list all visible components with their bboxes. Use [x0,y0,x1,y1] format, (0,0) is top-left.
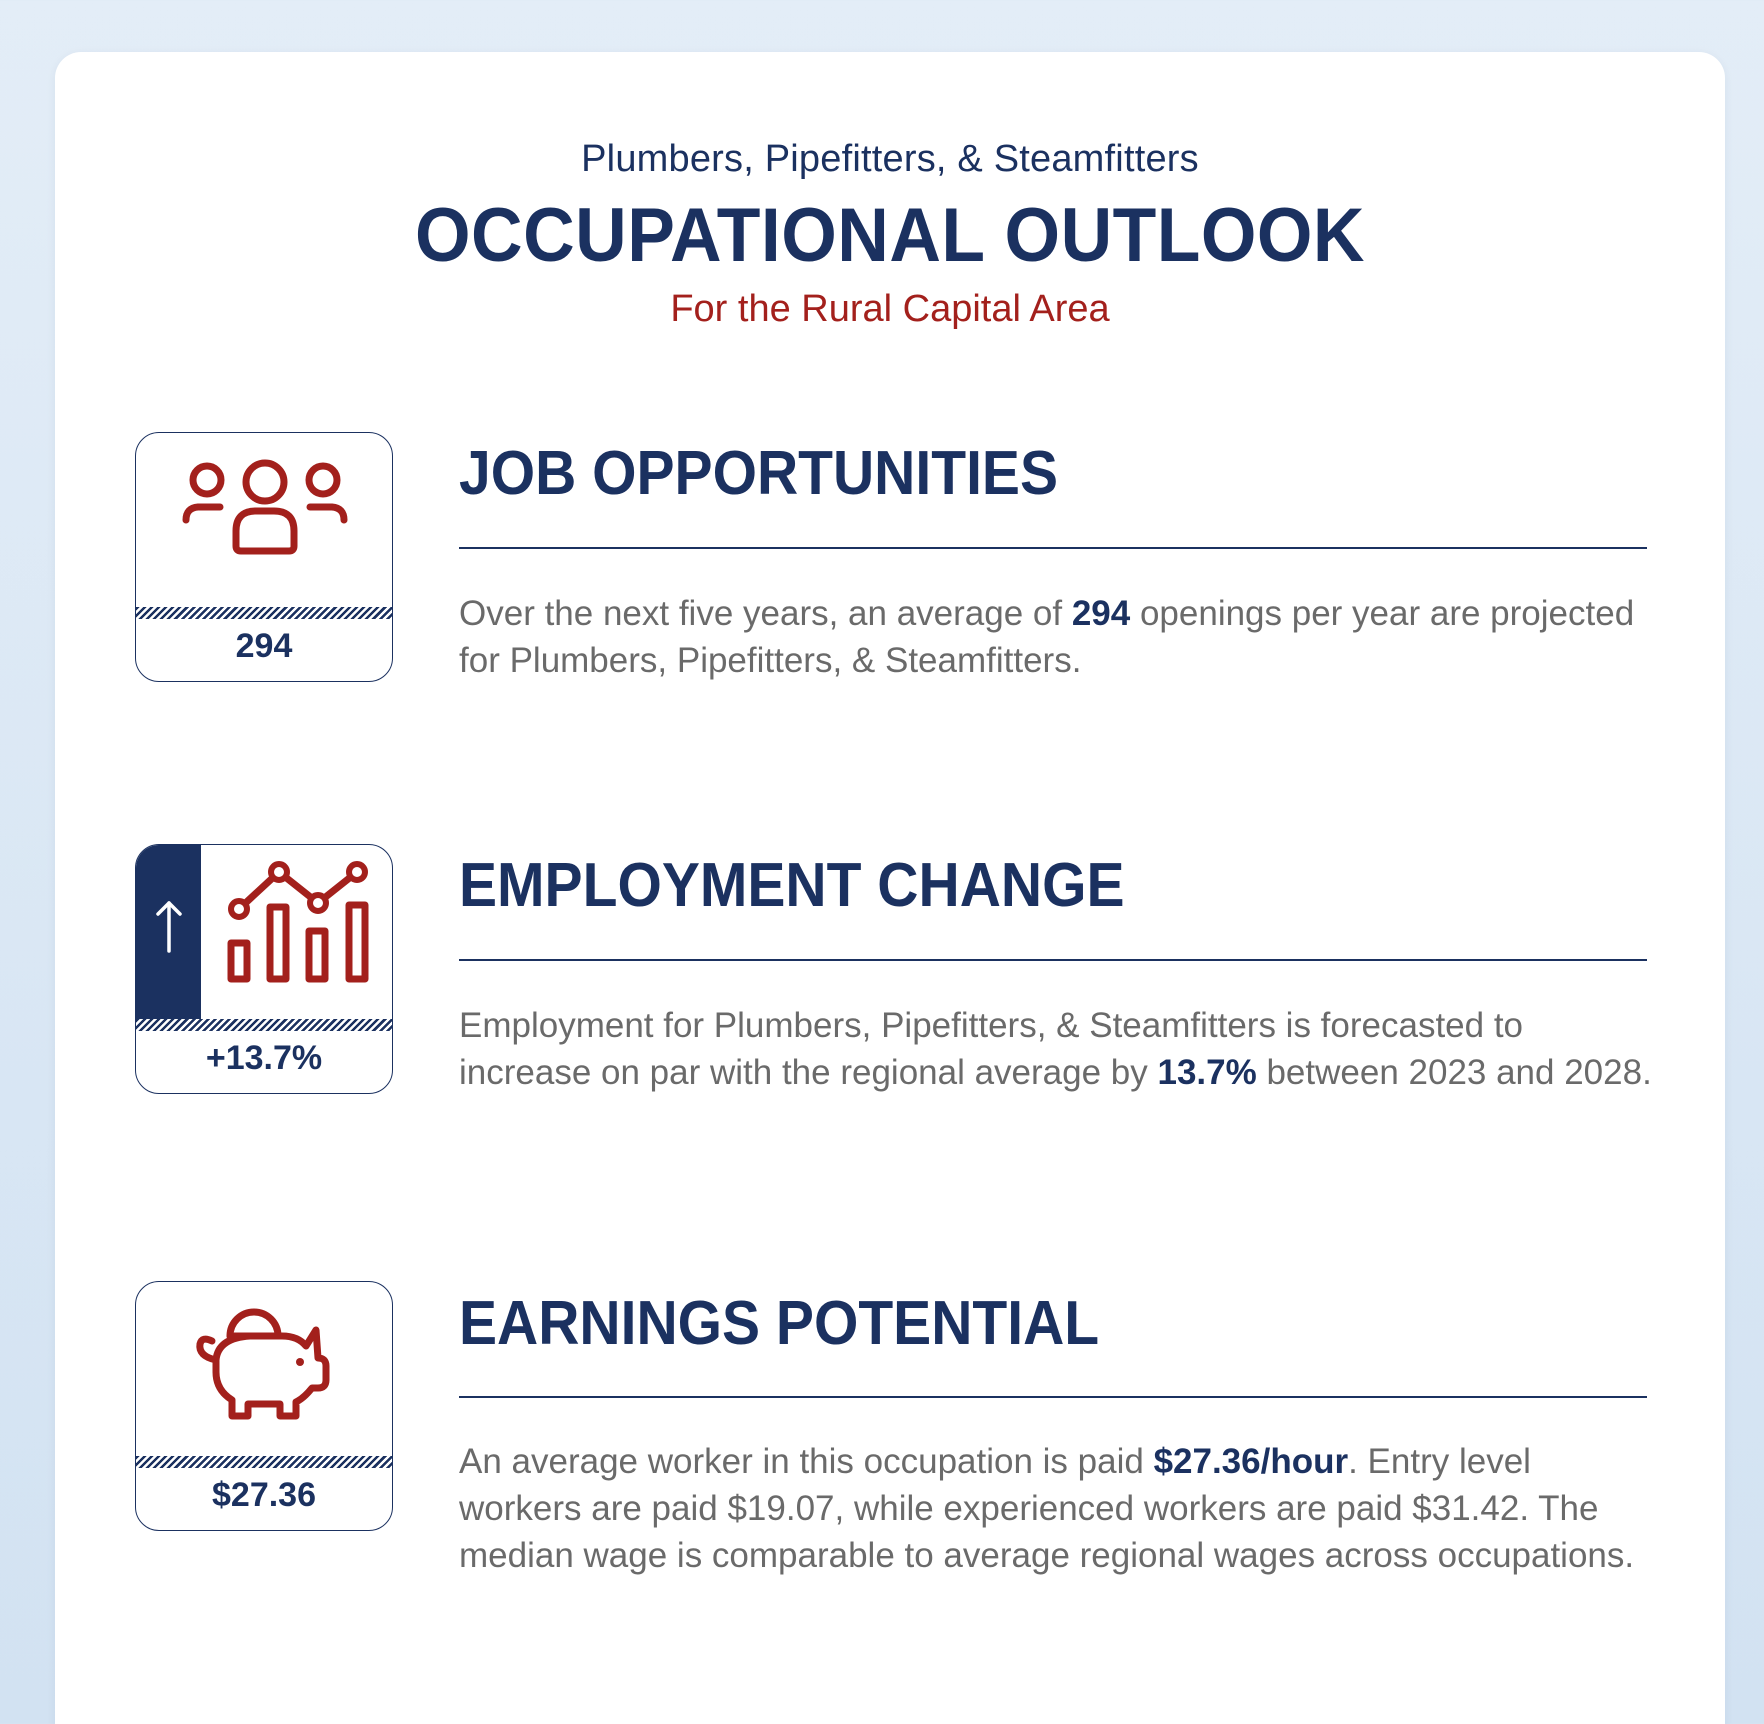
text-segment: between 2023 and 2028. [1256,1053,1652,1092]
job-openings-value: 294 [235,627,293,665]
hourly-wage-value: $27.36 [212,1476,316,1514]
highlight-percent: 13.7% [1157,1053,1257,1092]
page-title: OCCUPATIONAL OUTLOOK [415,193,1365,278]
earnings-potential-icon-box [135,1281,393,1531]
outlook-card [55,52,1725,1724]
earnings-potential-text [459,1438,1659,1579]
trend-strip [136,845,201,1019]
employment-change-value: +13.7% [205,1039,323,1077]
job-opportunities-icon-box [135,432,393,682]
text-segment: openings per year are projected for Plumbers, Pipefitters, & Steamfitters. [459,594,1635,680]
region-label: For the Rural Capital Area [670,288,1110,330]
piggy-bank-icon [186,1286,346,1426]
employment-change-icon-box [135,844,393,1094]
highlight-wage: $27.36/hour [1153,1442,1349,1481]
text-segment: . Entry level workers are paid $19.07, while experienced workers are paid $31.42. The median wage is comparable to average regional wages across occupations. [459,1442,1635,1575]
arrow-up-icon [154,897,184,957]
employment-change-heading: EMPLOYMENT CHANGE [459,851,1125,920]
section-divider [459,547,1647,549]
text-segment: Over the next five years, an average of [459,594,1072,633]
hatch-divider [136,607,392,619]
text-segment: An average worker in this occupation is paid [459,1442,1154,1481]
hatch-divider [136,1456,392,1468]
employment-change-text [459,1002,1659,1096]
section-divider [459,959,1647,961]
section-divider [459,1396,1647,1398]
people-group-icon [180,447,350,565]
job-opportunities-heading: JOB OPPORTUNITIES [459,439,1059,508]
job-opportunities-text [459,590,1659,684]
earnings-potential-heading: EARNINGS POTENTIAL [459,1289,1100,1358]
text-segment: Employment for Plumbers, Pipefitters, & Steamfitters is forecasted to increase on par with the regional average by [459,1006,1524,1092]
hatch-divider [136,1019,392,1031]
occupation-subtitle: Plumbers, Pipefitters, & Steamfitters [581,138,1199,180]
bar-line-chart-icon [224,851,376,987]
highlight-openings: 294 [1071,594,1131,633]
